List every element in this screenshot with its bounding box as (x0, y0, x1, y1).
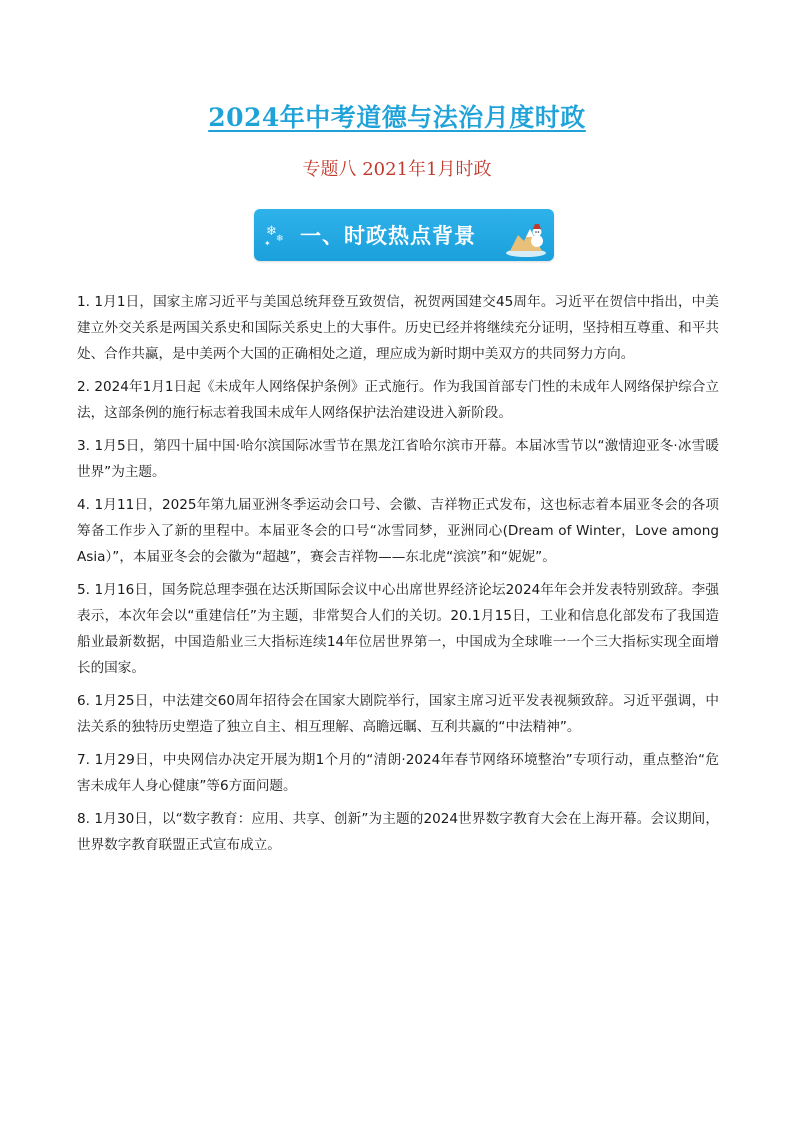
section-banner (254, 209, 554, 261)
list-item: 8. 1月30日，以“数字教育：应用、共享、创新”为主题的2024世界数字教育大会在上海开幕。会议期间，世界数字教育联盟正式宣布成立。 (77, 811, 719, 853)
winter-illustration-icon (504, 215, 548, 257)
list-item: 3. 1月5日，第四十届中国·哈尔滨国际冰雪节在黑龙江省哈尔滨市开幕。本届冰雪节以“激情迎亚冬·冰雪暖世界”为主题。 (77, 438, 719, 480)
snowflake-icon: ❄ ❄ ✦ (264, 224, 284, 248)
list-item: 1. 1月1日，国家主席习近平与美国总统拜登互致贺信，祝贺两国建交45周年。习近平在贺信中指出，中美建立外交关系是两国关系史和国际关系史上的大事件。历史已经并将继续充分证明，坚持相互尊重、和平共处、合作共赢，是中美两个大国的正确相处之道，理应成为新时期中美双方的共同努力方向。 (77, 294, 719, 362)
list-item: 6. 1月25日，中法建交60周年招待会在国家大剧院举行，国家主席习近平发表视频致辞。习近平强调，中法关系的独特历史塑造了独立自主、相互理解、高瞻远瞩、互利共赢的“中法精神”。 (77, 693, 719, 735)
section-heading: 一、时政热点背景 (300, 224, 476, 248)
list-item: 2. 2024年1月1日起《未成年人网络保护条例》正式施行。作为我国首部专门性的未成年人网络保护综合立法，这部条例的施行标志着我国未成年人网络保护法治建设进入新阶段。 (77, 379, 719, 421)
list-item: 5. 1月16日，国务院总理李强在达沃斯国际会议中心出席世界经济论坛2024年年会并发表特别致辞。李强表示，本次年会以“重建信任”为主题，非常契合人们的关切。20.1月15日，工业和信息化部发布了我国造船业最新数据，中国造船业三大指标连续14年位居世界第一，中国成为全球唯一一个三大指标实现全面增长的国家。 (77, 582, 719, 676)
list-item: 7. 1月29日，中央网信办决定开展为期1个月的“清朗·2024年春节网络环境整治”专项行动，重点整治“危害未成年人身心健康”等6方面问题。 (77, 752, 719, 794)
page-title: 2024年中考道德与法治月度时政 (208, 103, 586, 132)
news-list (77, 289, 719, 865)
page-subtitle: 专题八 2021年1月时政 (302, 159, 492, 180)
list-item: 4. 1月11日，2025年第九届亚洲冬季运动会口号、会徽、吉祥物正式发布，这也标志着本届亚冬会的各项筹备工作步入了新的里程中。本届亚冬会的口号“冰雪同梦，亚洲同心(Dream of Winter，Love among Asia）”，本届亚冬会的会徽为“超越”，赛会吉祥物——东北虎“滨滨”和“妮妮”。 (77, 497, 719, 565)
